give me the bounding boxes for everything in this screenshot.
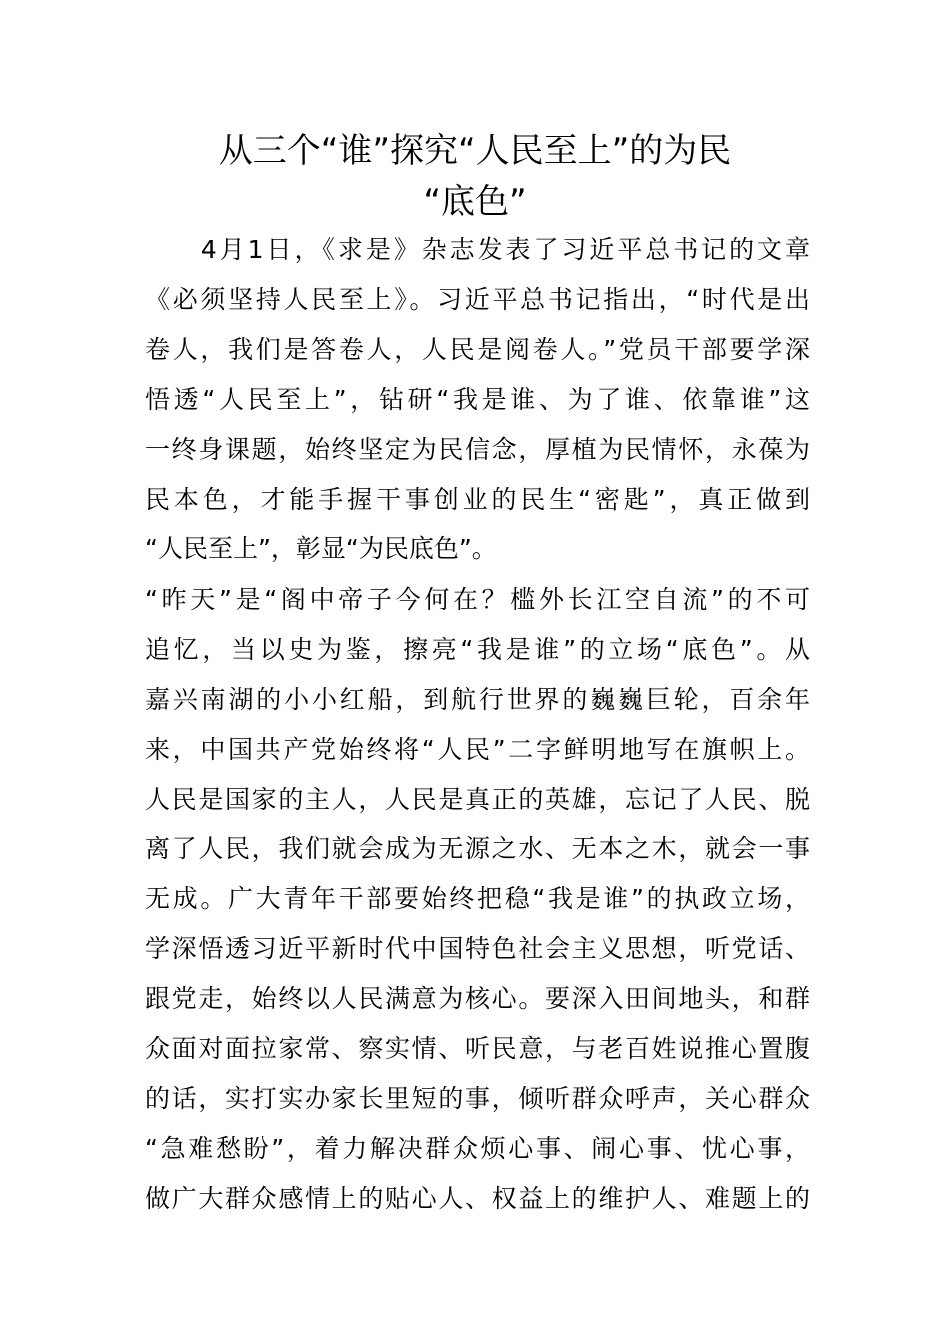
paragraph-2-line: “急难愁盼”，着力解决群众烦心事、闹心事、忧心事，: [145, 1134, 810, 1163]
paragraph-1-line: 4月1日，《求是》杂志发表了习近平总书记的文章: [145, 235, 810, 264]
paragraph-1-line: 民本色，才能手握干事创业的民生“密匙”，真正做到: [145, 485, 810, 514]
paragraph-2-line: 嘉兴南湖的小小红船，到航行世界的巍巍巨轮，百余年: [145, 685, 810, 714]
paragraph-2-line: 人民是国家的主人，人民是真正的英雄，忘记了人民、脱: [145, 785, 810, 814]
paragraph-1-line: 《必须坚持人民至上》。习近平总书记指出，“时代是出: [145, 285, 810, 314]
paragraph-2-line: 追忆，当以史为鉴，擦亮“我是谁”的立场“底色”。从: [145, 635, 810, 664]
paragraph-1-line: “人民至上”，彰显“为民底色”。: [145, 534, 497, 563]
paragraph-2-line: 众面对面拉家常、察实情、听民意，与老百姓说推心置腹: [145, 1034, 810, 1063]
paragraph-2-line: “昨天”是“阁中帝子今何在？槛外长江空自流”的不可: [145, 585, 810, 614]
document-title-line-2: “底色”: [423, 182, 527, 222]
paragraph-2-line: 无成。广大青年干部要始终把稳“我是谁”的执政立场，: [145, 884, 810, 913]
document-title-line-1: 从三个“谁”探究“人民至上”的为民: [218, 131, 732, 171]
paragraph-1-line: 卷人，我们是答卷人，人民是阅卷人。”党员干部要学深: [145, 335, 810, 364]
paragraph-2-line: 做广大群众感情上的贴心人、权益上的维护人、难题上的: [145, 1184, 810, 1213]
paragraph-2-line: 离了人民，我们就会成为无源之水、无本之木，就会一事: [145, 834, 810, 863]
paragraph-2-line: 的话，实打实办家长里短的事，倾听群众呼声，关心群众: [145, 1084, 810, 1113]
paragraph-1-line: 悟透“人民至上”，钻研“我是谁、为了谁、依靠谁”这: [145, 385, 810, 414]
paragraph-1-line: 一终身课题，始终坚定为民信念，厚植为民情怀，永葆为: [145, 435, 810, 464]
paragraph-2-line: 学深悟透习近平新时代中国特色社会主义思想，听党话、: [145, 934, 810, 963]
paragraph-2-line: 来，中国共产党始终将“人民”二字鲜明地写在旗帜上。: [145, 735, 810, 764]
paragraph-2-line: 跟党走，始终以人民满意为核心。要深入田间地头，和群: [145, 984, 810, 1013]
